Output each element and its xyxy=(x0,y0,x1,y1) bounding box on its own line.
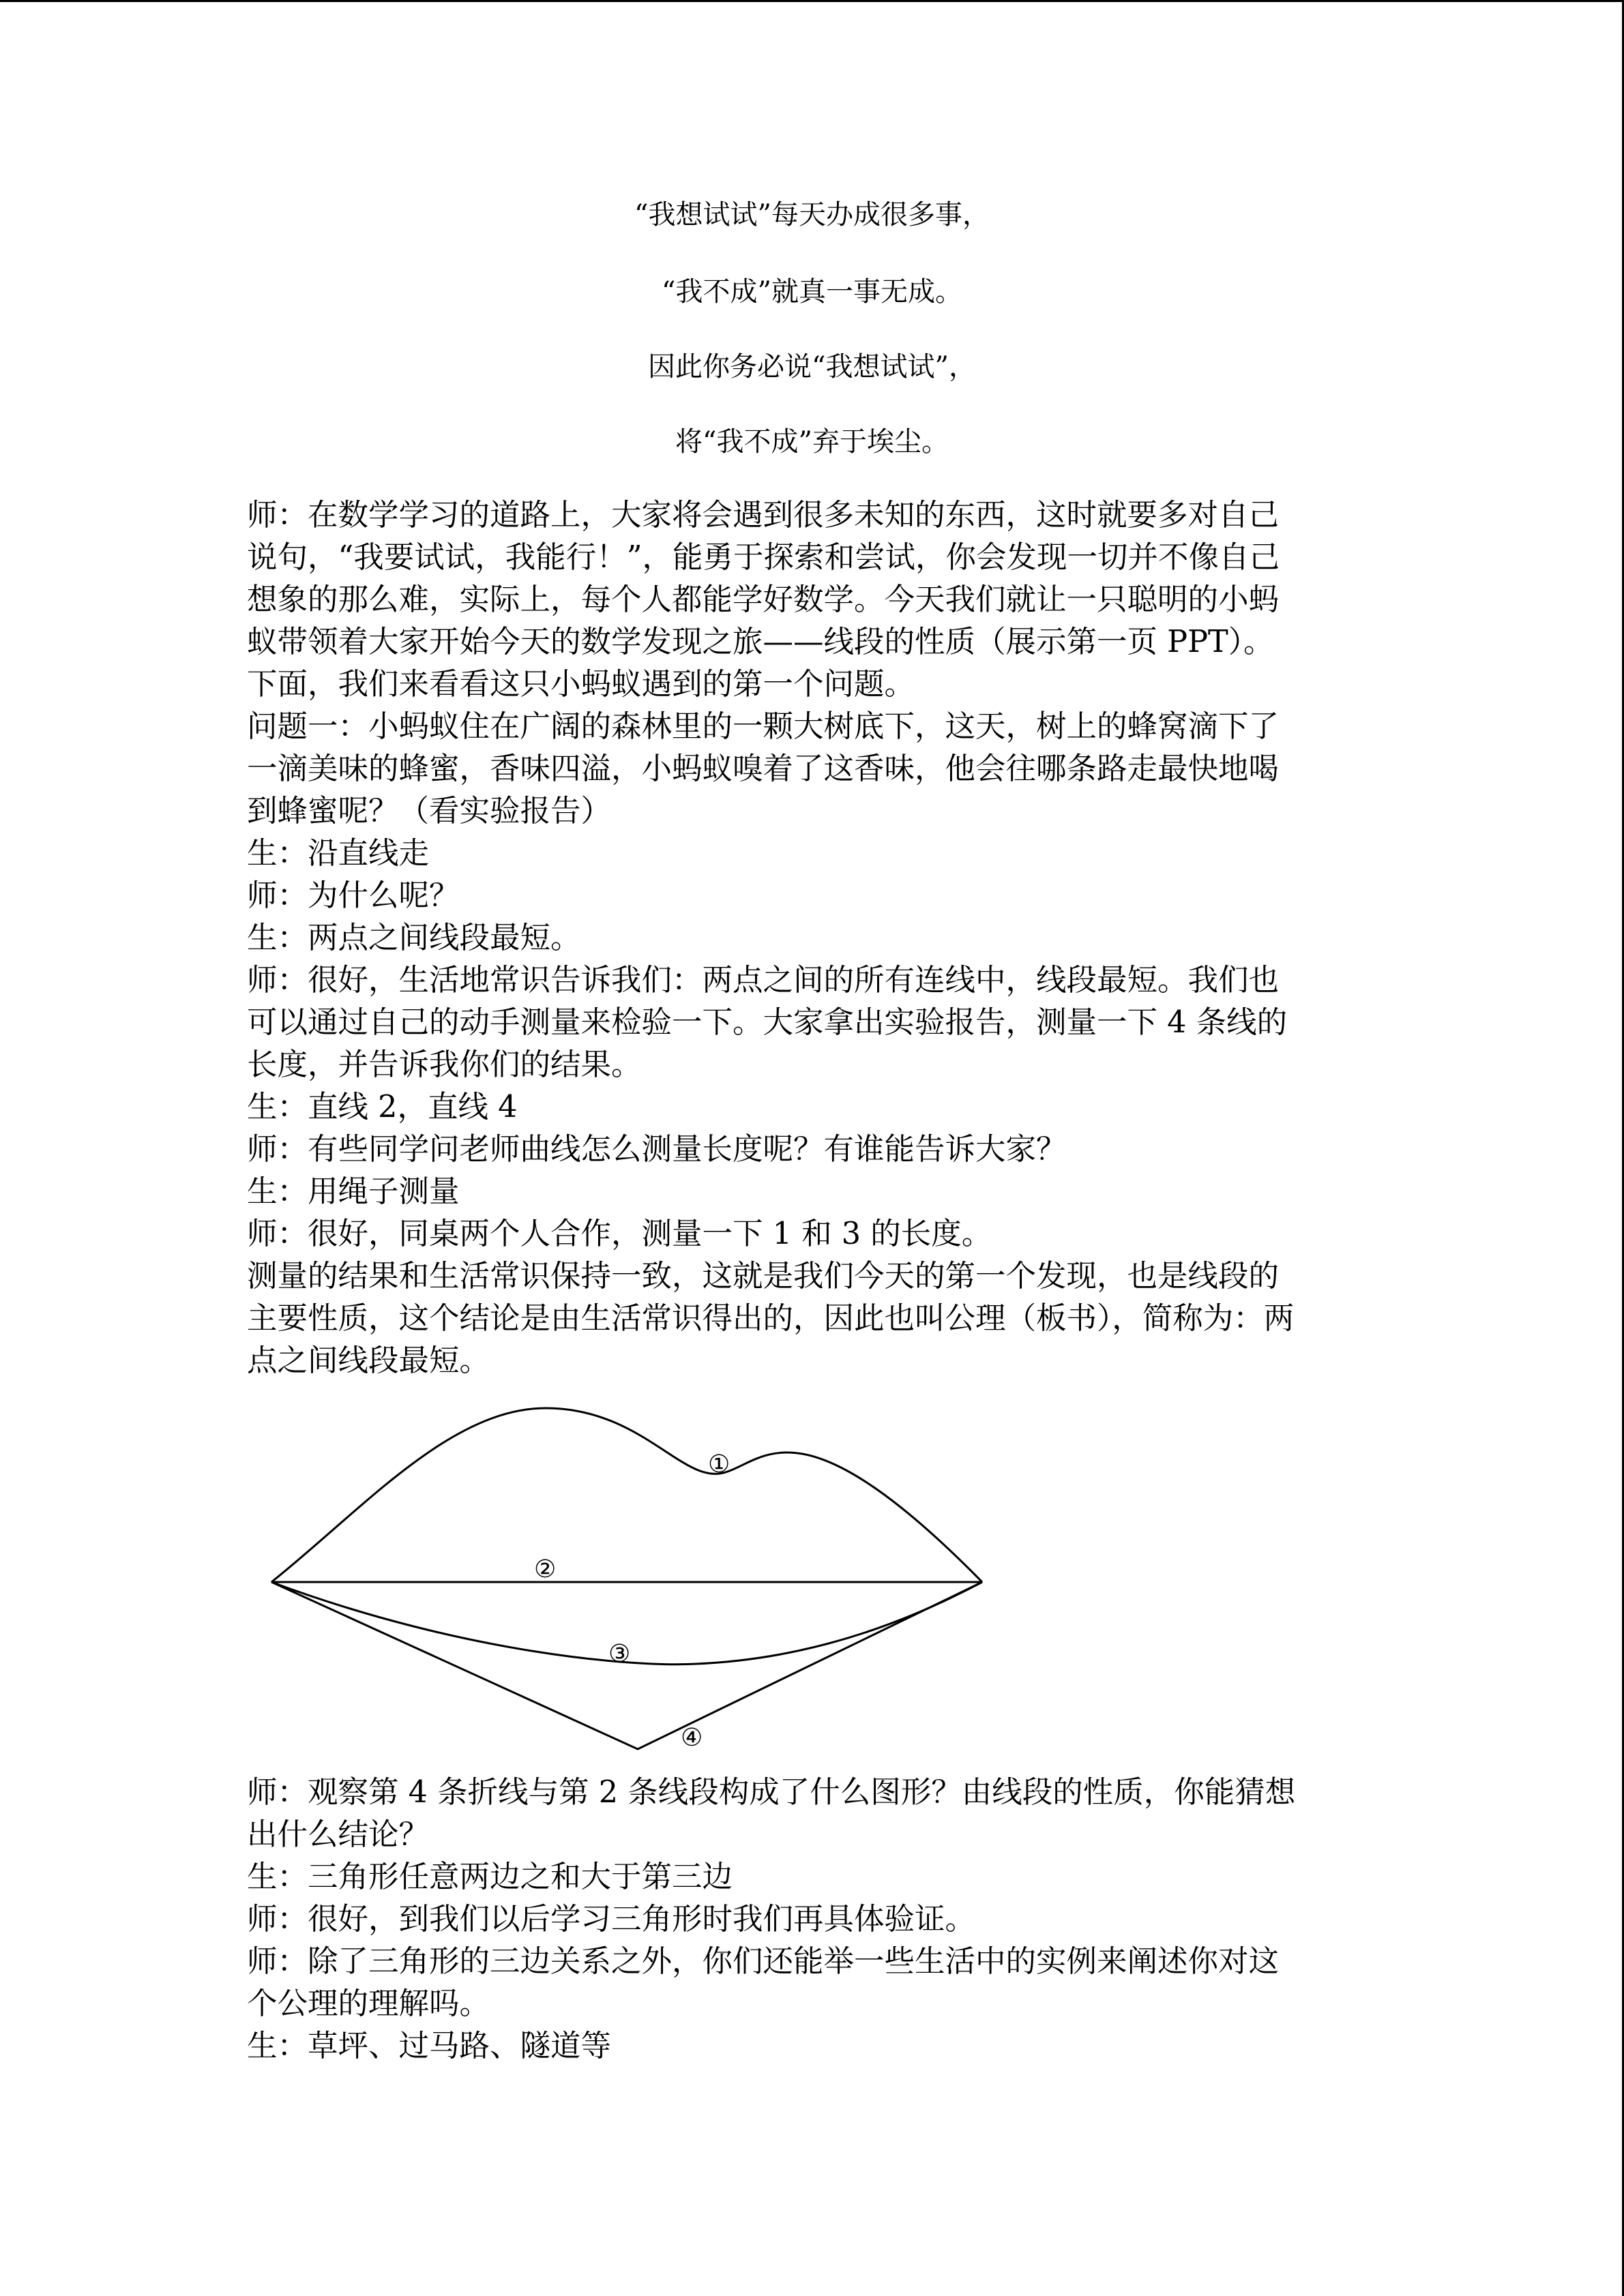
line-segment-figure xyxy=(259,1395,996,1763)
paragraph-line: 师：很好，到我们以后学习三角形时我们再具体验证。 xyxy=(247,1902,976,1937)
paragraph-line: 出什么结论？ xyxy=(247,1817,430,1852)
paragraph-line: 师：为什么呢？ xyxy=(247,878,460,913)
body-text-section-2 xyxy=(247,1772,1372,2068)
paragraph-line: 师：除了三角形的三边关系之外，你们还能举一些生活中的实例来阐述你对这 xyxy=(247,1944,1280,1979)
paragraph-line: 生：用绳子测量 xyxy=(247,1174,460,1209)
paragraph-line: 点之间线段最短。 xyxy=(247,1343,490,1378)
paragraph-line: 说句，“我要试试，我能行！”，能勇于探索和尝试，你会发现一切并不像自己 xyxy=(247,540,1280,575)
body-text-section-1 xyxy=(247,494,1372,1382)
paragraph-line: 到蜂蜜呢？（看实验报告） xyxy=(247,794,612,829)
label-2: ② xyxy=(534,1555,557,1583)
label-4: ④ xyxy=(681,1724,703,1752)
paragraph-line: 生：草坪、过马路、隧道等 xyxy=(247,2029,612,2063)
paragraph-line: 想象的那么难，实际上，每个人都能学好数学。今天我们就让一只聪明的小蚂 xyxy=(247,582,1280,617)
paragraph-line: 师：很好，同桌两个人合作，测量一下 1 和 3 的长度。 xyxy=(247,1217,992,1251)
paragraph-line: 问题一：小蚂蚁住在广阔的森林里的一颗大树底下，这天，树上的蜂窝滴下了 xyxy=(247,709,1280,744)
paragraph-line: 生：两点之间线段最短。 xyxy=(247,921,581,955)
paragraph-line: 可以通过自己的动手测量来检验一下。大家拿出实验报告，测量一下 4 条线的 xyxy=(247,1005,1288,1040)
poem-line-4: 将“我不成”弃于埃尘。 xyxy=(675,426,949,458)
page-top-border xyxy=(0,0,1624,2)
paragraph-line: 下面，我们来看看这只小蚂蚁遇到的第一个问题。 xyxy=(247,667,915,702)
paragraph-line: 师：观察第 4 条折线与第 2 条线段构成了什么图形？由线段的性质，你能猜想 xyxy=(247,1775,1296,1810)
paragraph-line: 师：在数学学习的道路上，大家将会遇到很多未知的东西，这时就要多对自己 xyxy=(247,498,1280,533)
poem-line-3: 因此你务必说“我想试试”， xyxy=(648,351,976,383)
paragraph-line: 师：有些同学问老师曲线怎么测量长度呢？有谁能告诉大家？ xyxy=(247,1132,1067,1167)
paragraph-line: 长度，并告诉我你们的结果。 xyxy=(247,1047,642,1082)
paragraph-line: 生：直线 2，直线 4 xyxy=(247,1090,518,1124)
curve-1 xyxy=(271,1408,982,1582)
paragraph-line: 测量的结果和生活常识保持一致，这就是我们今天的第一个发现，也是线段的 xyxy=(247,1259,1280,1294)
line-segment-diagram xyxy=(259,1395,996,1763)
paragraph-line: 生：三角形任意两边之和大于第三边 xyxy=(247,1860,733,1894)
paragraph-line: 主要性质，这个结论是由生活常识得出的，因此也叫公理（板书），简称为：两 xyxy=(247,1301,1295,1336)
paragraph-line: 师：很好，生活地常识告诉我们：两点之间的所有连线中，线段最短。我们也 xyxy=(247,963,1280,998)
paragraph-line: 一滴美味的蜂蜜，香味四溢，小蚂蚁嗅着了这香味，他会往哪条路走最快地喝 xyxy=(247,751,1280,786)
paragraph-line: 个公理的理解吗。 xyxy=(247,1986,490,2021)
label-3: ③ xyxy=(608,1640,631,1668)
poem-line-1: “我想试试”每天办成很多事， xyxy=(634,199,990,230)
paragraph-line: 生：沿直线走 xyxy=(247,836,430,871)
poem-line-2: “我不成”就真一事无成。 xyxy=(662,276,962,308)
label-1: ① xyxy=(708,1450,730,1478)
paragraph-line: 蚁带领着大家开始今天的数学发现之旅——线段的性质（展示第一页 PPT）。 xyxy=(247,625,1274,659)
